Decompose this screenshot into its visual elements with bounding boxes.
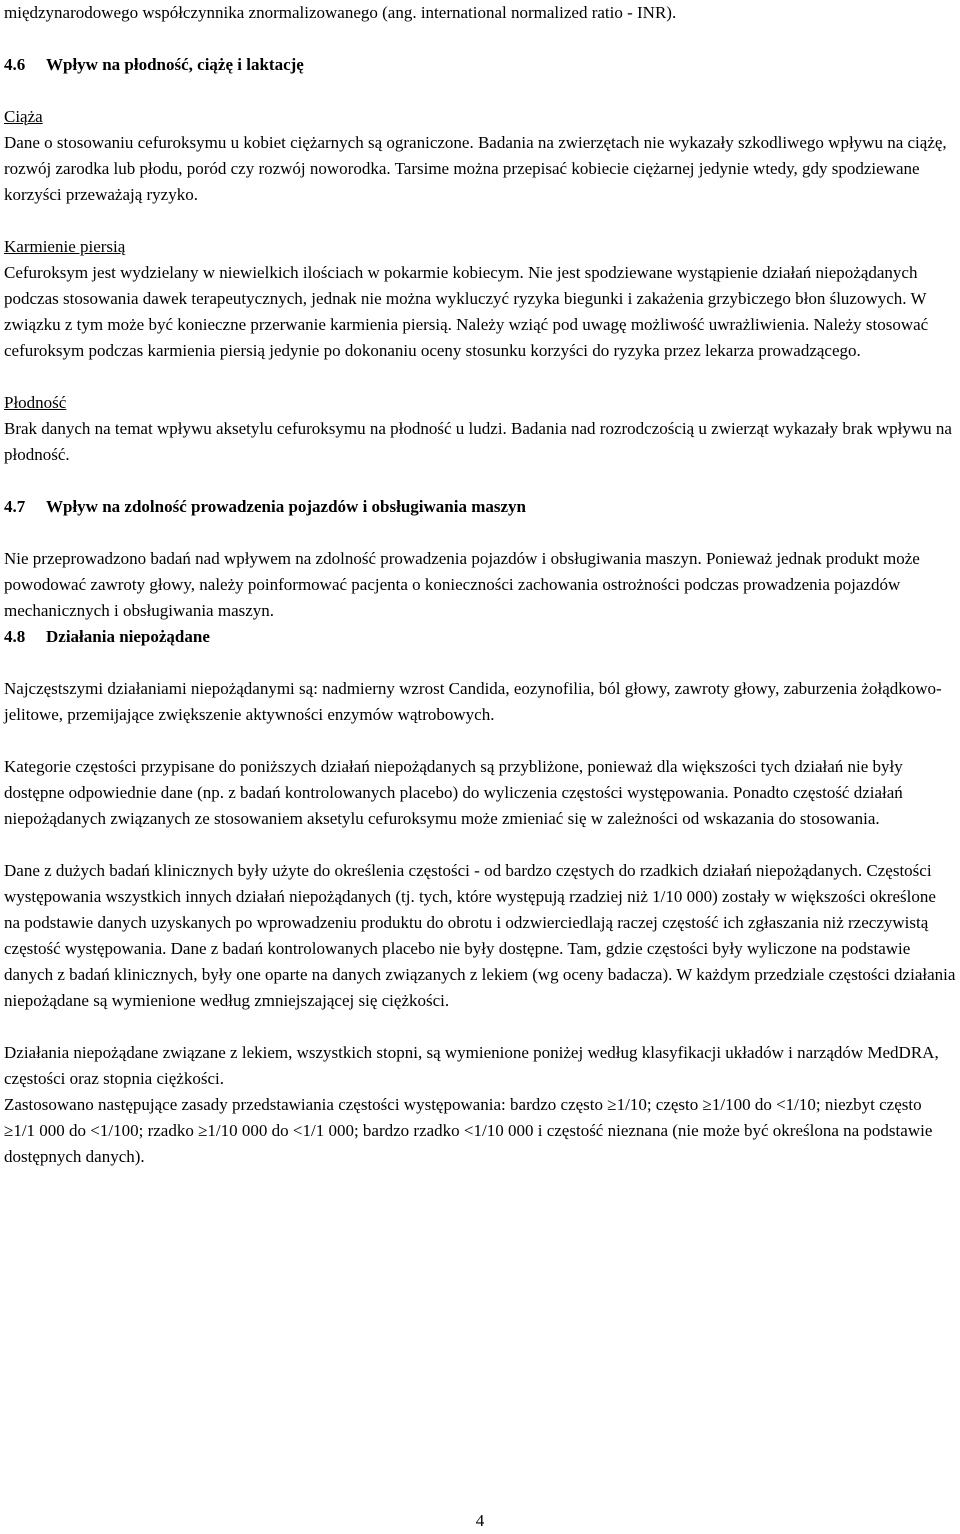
- section-4-7-heading: [4, 494, 956, 520]
- pregnancy-text: Dane o stosowaniu cefuroksymu u kobiet ciężarnych są ograniczone. Badania na zwierzętach nie wykazały szkodliwego wpływu na ciążę, rozwój zarodka lub płodu, poród czy rozwój noworodka. Tarsime można przepisać kobiecie ciężarnej jedynie wtedy, gdy spodziewane korzyści przeważają ryzyko.: [4, 133, 947, 204]
- section-4-6-heading: [4, 52, 956, 78]
- section-number: 4.6: [4, 55, 26, 74]
- fertility-heading: Płodność: [4, 393, 67, 412]
- fertility-text: Brak danych na temat wpływu aksetylu cefuroksymu na płodność u ludzi. Badania nad rozrodczością u zwierząt wykazały brak wpływu na płodność.: [4, 419, 952, 464]
- section-title: Działania niepożądane: [46, 627, 210, 646]
- adverse-effects-paragraph: Kategorie częstości przypisane do poniższych działań niepożądanych są przybliżone, ponieważ dla większości tych działań nie były dostępne odpowiednie dane (np. z badań kontrolowanych placebo) do wyliczenia częstości występowania. Ponadto częstość działań niepożądanych związanych ze stosowaniem aksetylu cefuroksymu może zmieniać się w zależności od wskazania do stosowania.: [4, 757, 903, 828]
- section-number: 4.8: [4, 627, 26, 646]
- continued-text: międzynarodowego współczynnika znormalizowanego (ang. international normalized ratio - INR).: [4, 3, 677, 22]
- document-page: [4, 0, 956, 1170]
- breastfeeding-text: Cefuroksym jest wydzielany w niewielkich ilościach w pokarmie kobiecym. Nie jest spodziewane wystąpienie działań niepożądanych podczas stosowania dawek terapeutycznych, jednak nie można wykluczyć ryzyka biegunki i zakażenia grzybiczego błon śluzowych. W związku z tym może być konieczne przerwanie karmienia piersią. Należy wziąć pod uwagę możliwość uwrażliwienia. Należy stosować cefuroksym podczas karmienia piersią jedynie po dokonaniu oceny stosunku korzyści do ryzyka przez lekarza prowadzącego.: [4, 263, 929, 360]
- section-title: Wpływ na płodność, ciążę i laktację: [46, 55, 304, 74]
- pregnancy-heading: Ciąża: [4, 107, 43, 126]
- adverse-effects-paragraph: Dane z dużych badań klinicznych były użyte do określenia częstości - od bardzo częstych do rzadkich działań niepożądanych. Częstości występowania wszystkich innych działań niepożądanych (tj. tych, które występują rzadziej niż 1/10 000) zostały w większości określone na podstawie danych uzyskanych po wprowadzeniu produktu do obrotu i odzwierciedlają raczej częstość ich zgłaszania niż rzeczywistą częstość występowania. Dane z badań kontrolowanych placebo nie były dostępne. Tam, gdzie częstości były wyliczone na podstawie danych z badań klinicznych, były one oparte na danych związanych z lekiem (wg oceny badacza). W każdym przedziale częstości działania niepożądane są wymienione według zmniejszającej się ciężkości.: [4, 861, 956, 1010]
- section-4-8-heading: [4, 624, 956, 650]
- section-4-7-text: Nie przeprowadzono badań nad wpływem na zdolność prowadzenia pojazdów i obsługiwania maszyn. Ponieważ jednak produkt może powodować zawroty głowy, należy poinformować pacjenta o konieczności zachowania ostrożności podczas prowadzenia pojazdów mechanicznych i obsługiwania maszyn.: [4, 549, 920, 620]
- adverse-effects-paragraph: Działania niepożądane związane z lekiem, wszystkich stopni, są wymienione poniżej według klasyfikacji układów i narządów MedDRA, częstości oraz stopnia ciężkości.: [4, 1043, 939, 1088]
- adverse-effects-paragraph: Zastosowano następujące zasady przedstawiania częstości występowania: bardzo często ≥1/10; często ≥1/100 do <1/10; niezbyt często ≥1/1 000 do <1/100; rzadko ≥1/10 000 do <1/1 000; bardzo rzadko <1/10 000 i częstość nieznana (nie może być określona na podstawie dostępnych danych).: [4, 1095, 933, 1166]
- page-number: 4: [475, 1511, 485, 1530]
- adverse-effects-paragraph: Najczęstszymi działaniami niepożądanymi są: nadmierny wzrost Candida, eozynofilia, ból głowy, zawroty głowy, zaburzenia żołądkowo-jelitowe, przemijające zwiększenie aktywności enzymów wątrobowych.: [4, 679, 942, 724]
- breastfeeding-heading: Karmienie piersią: [4, 237, 126, 256]
- section-title: Wpływ na zdolność prowadzenia pojazdów i obsługiwania maszyn: [46, 497, 527, 516]
- section-number: 4.7: [4, 497, 26, 516]
